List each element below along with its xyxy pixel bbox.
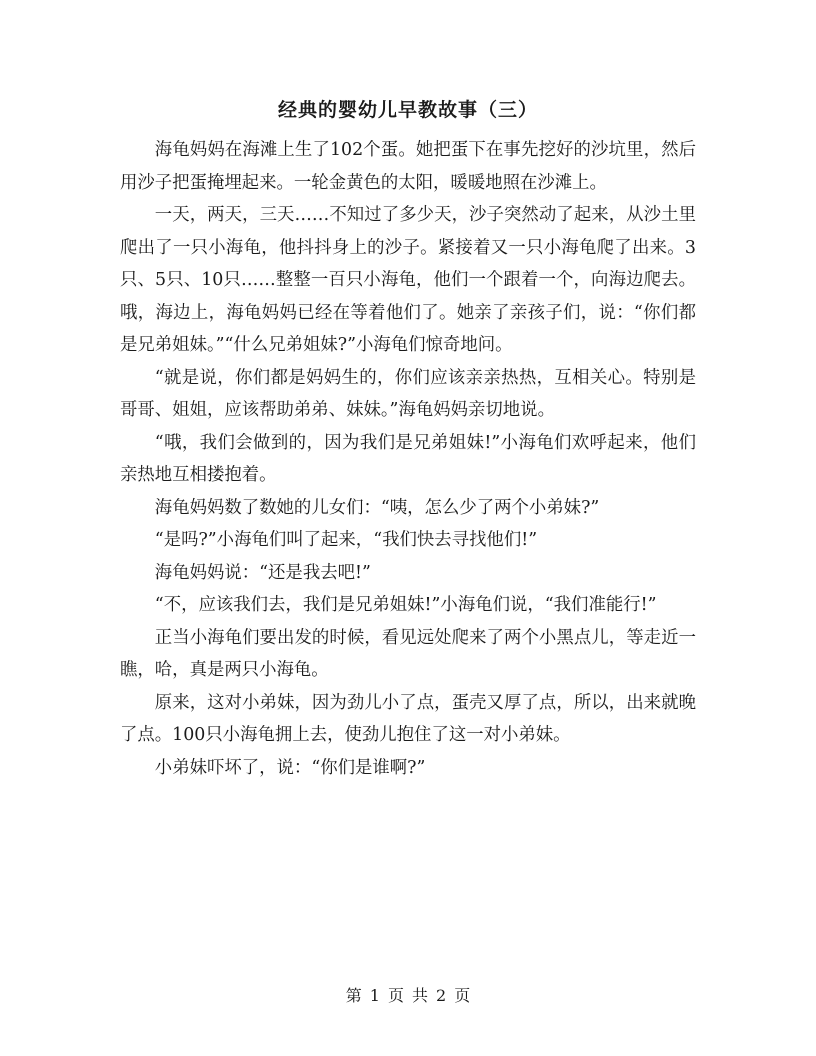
paragraph-1: 海龟妈妈在海滩上生了102个蛋。她把蛋下在事先挖好的沙坑里，然后用沙子把蛋掩埋起来。一轮金黄色的太阳，暖暖地照在沙滩上。 bbox=[120, 140, 696, 193]
paragraph-8: “不，应该我们去，我们是兄弟姐妹!”小海龟们说，“我们准能行!” bbox=[154, 595, 657, 615]
paragraph-5: 海龟妈妈数了数她的儿女们：“咦，怎么少了两个小弟妹?” bbox=[154, 497, 600, 518]
footer-label-total: 共 bbox=[412, 986, 429, 1005]
paragraph-4: “哦，我们会做到的，因为我们是兄弟姐妹!”小海龟们欢呼起来，他们亲热地互相搂抱着。 bbox=[120, 432, 696, 485]
page-footer bbox=[0, 986, 816, 1006]
paragraph-3: “就是说，你们都是妈妈生的，你们应该亲亲热热，互相关心。特别是哥哥、姐姐，应该帮助弟弟、妹妹。”海龟妈妈亲切地说。 bbox=[120, 367, 696, 420]
document-body bbox=[120, 134, 696, 784]
footer-label-page-suffix: 页 bbox=[454, 986, 471, 1005]
paragraph-9: 正当小海龟们要出发的时候，看见远处爬来了两个小黑点儿，等走近一瞧，哈，真是两只小海龟。 bbox=[120, 627, 696, 680]
footer-label-page-prefix: 第 bbox=[345, 986, 362, 1005]
total-page-count: 2 bbox=[436, 986, 447, 1005]
paragraph-7: 海龟妈妈说：“还是我去吧!” bbox=[154, 562, 371, 583]
paragraph-10: 原来，这对小弟妹，因为劲儿小了点，蛋壳又厚了点，所以，出来就晚了点。100只小海龟拥上去，使劲儿抱住了这一对小弟妹。 bbox=[120, 692, 696, 745]
document-title: 经典的婴幼儿早教故事（三） bbox=[277, 99, 538, 121]
paragraph-2: 一天，两天，三天……不知过了多少天，沙子突然动了起来，从沙土里爬出了一只小海龟，他抖抖身上的沙子。紧接着又一只小海龟爬了出来。3只、5只、10只……整整一百只小海龟，他们一个跟着一个，向海边爬去。哦，海边上，海龟妈妈已经在等着他们了。她亲了亲孩子们，说：“你们都是兄弟姐妹。”“什么兄弟姐妹?”小海龟们惊奇地问。 bbox=[120, 205, 696, 355]
paragraph-6: “是吗?”小海龟们叫了起来，“我们快去寻找他们!” bbox=[154, 530, 538, 550]
current-page-number: 1 bbox=[369, 986, 380, 1005]
paragraph-11: 小弟妹吓坏了，说：“你们是谁啊?” bbox=[154, 757, 426, 778]
footer-label-page: 页 bbox=[387, 986, 404, 1005]
